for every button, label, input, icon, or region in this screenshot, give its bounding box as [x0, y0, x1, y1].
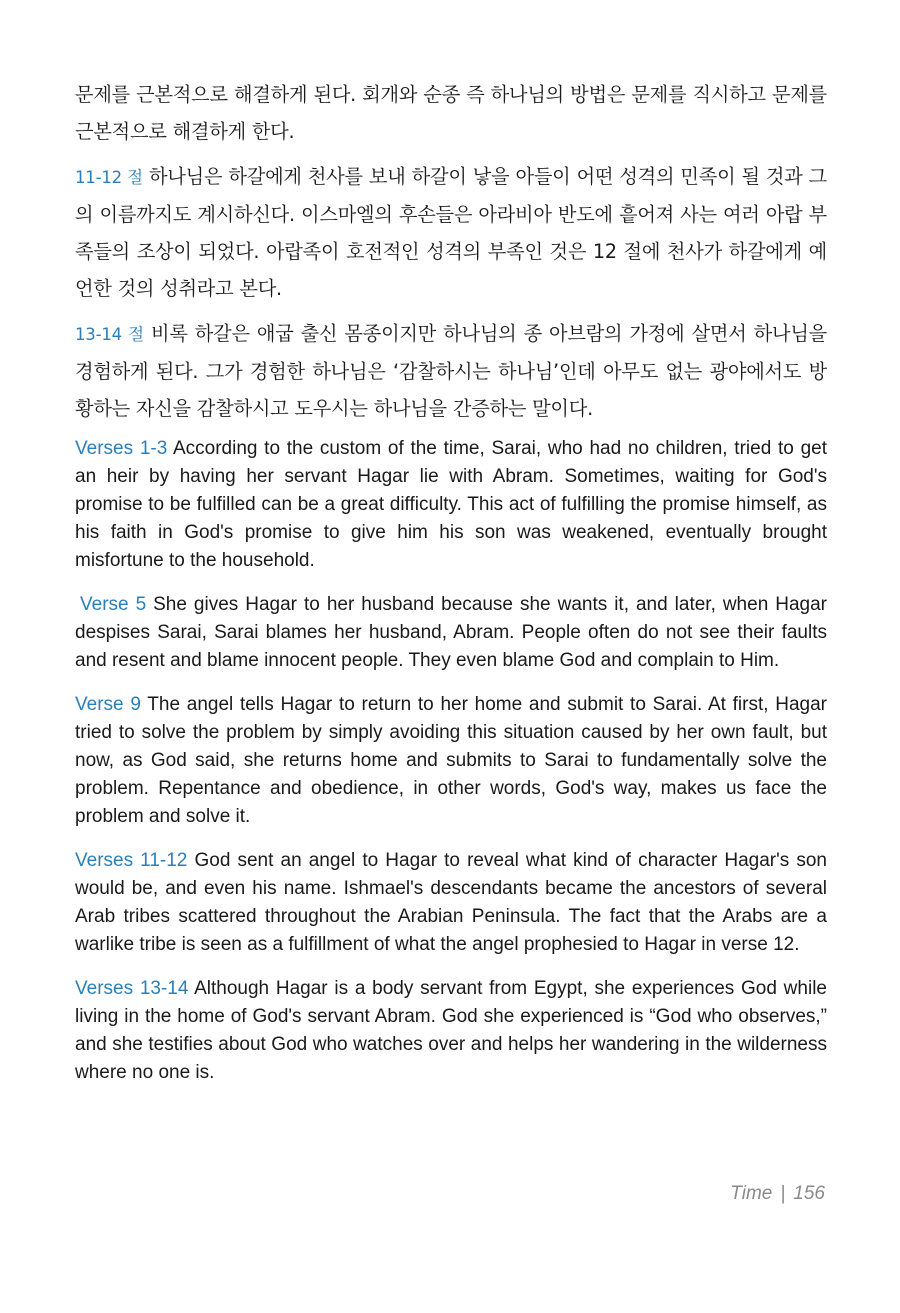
english-paragraph-4-text: God sent an angel to Hagar to reveal what kind of character Hagar's son would be, and even his name. Ishmael's descendants became the ancestors of several Arab tribes scattered throughout the Arabian Peninsula. The fact that the Arabs are a warlike tribe is seen as a fulfillment of what the angel prophesied to Hagar in verse 12.: [75, 850, 827, 955]
footer-separator: |: [780, 1183, 786, 1204]
verse-reference: Verse 5: [80, 594, 147, 615]
korean-paragraph-3: [75, 315, 827, 427]
korean-paragraph-1-text: 문제를 근본적으로 해결하게 된다. 회개와 순종 즉 하나님의 방법은 문제를 직시하고 문제를 근본적으로 해결하게 한다.: [75, 83, 827, 143]
verse-reference: Verses 11-12: [75, 850, 188, 871]
verse-reference: 13-14 절: [75, 325, 144, 344]
korean-paragraph-2: [75, 158, 827, 307]
page-content: [75, 76, 827, 1087]
korean-paragraph-2-text: 하나님은 하갈에게 천사를 보내 하갈이 낳을 아들이 어떤 성격의 민족이 될 것과 그의 이름까지도 계시하신다. 이스마엘의 후손들은 아라비아 반도에 흩어져 사는 여러 아랍 부족들의 조상이 되었다. 아랍족이 호전적인 성격의 부족인 것은 12 절에 천사가 하갈에게 예언한 것의 성취라고 본다.: [75, 165, 828, 300]
verse-reference: Verses 1-3: [75, 438, 168, 459]
page-number: 156: [793, 1183, 825, 1204]
english-paragraph-5: [75, 975, 827, 1087]
page-footer: [730, 1183, 825, 1205]
verse-reference: Verses 13-14: [75, 978, 189, 999]
footer-section-title: Time: [730, 1183, 773, 1204]
korean-paragraph-3-text: 비록 하갈은 애굽 출신 몸종이지만 하나님의 종 아브람의 가정에 살면서 하나님을 경험하게 된다. 그가 경험한 하나님은 ‘감찰하시는 하나님’인데 아무도 없는 광야에서도 방황하는 자신을 감찰하시고 도우시는 하나님을 간증하는 말이다.: [75, 322, 827, 420]
english-paragraph-3-text: The angel tells Hagar to return to her home and submit to Sarai. At first, Hagar tried to solve the problem by simply avoiding this situation caused by her own fault, but now, as God said, she returns home and submits to Sarai to fundamentally solve the problem. Repentance and obedience, in other words, God's way, makes us face the problem and solve it.: [75, 694, 827, 827]
english-paragraph-3: [75, 691, 827, 831]
english-paragraph-1-text: According to the custom of the time, Sarai, who had no children, tried to get an heir by having her servant Hagar lie with Abram. Sometimes, waiting for God's promise to be fulfilled can be a great difficulty. This act of fulfilling the promise himself, as his faith in God's promise to give him his son was weakened, eventually brought misfortune to the household.: [75, 438, 827, 571]
english-paragraph-1: [75, 435, 827, 575]
english-paragraph-2-text: She gives Hagar to her husband because she wants it, and later, when Hagar despises Sarai, Sarai blames her husband, Abram. People often do not see their faults and resent and blame innocent people. They even blame God and complain to Him.: [75, 594, 827, 671]
verse-reference: Verse 9: [75, 694, 141, 715]
korean-paragraph-1: [75, 76, 827, 150]
english-paragraph-5-text: Although Hagar is a body servant from Egypt, she experiences God while living in the home of God's servant Abram. God she experienced is “God who observes,” and she testifies about God who watches over and helps her wandering in the wilderness where no one is.: [75, 978, 827, 1083]
english-paragraph-4: [75, 847, 827, 959]
verse-reference: 11-12 절: [75, 168, 143, 187]
english-paragraph-2: [75, 591, 827, 675]
